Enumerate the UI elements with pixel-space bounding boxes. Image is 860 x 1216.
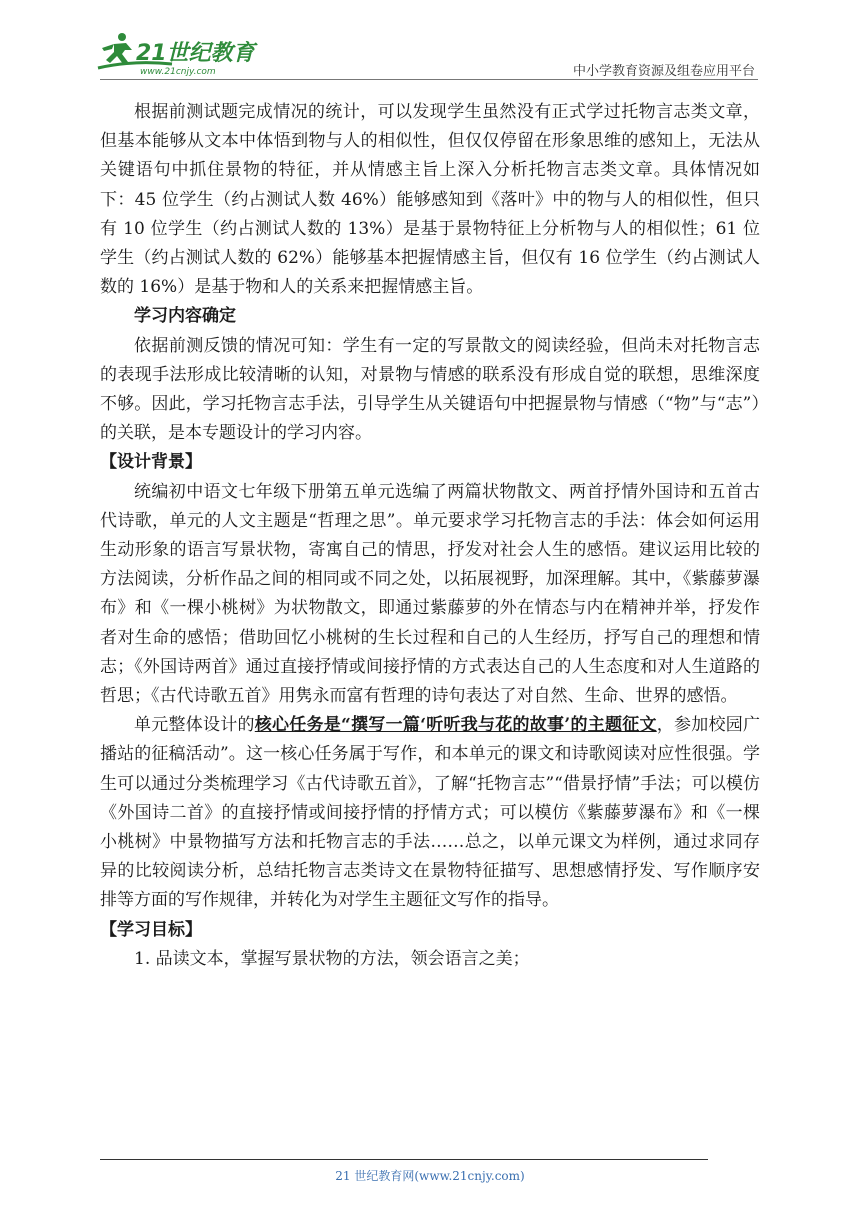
runner-logo-icon xyxy=(92,30,262,80)
paragraph-design-background: 统编初中语文七年级下册第五单元选编了两篇状物散文、两首抒情外国诗和五首古代诗歌，单元的人文主题是“哲理之思”。单元要求学习托物言志的手法：体会如何运用生动形象的语言写景状物，寄寓自己的情思，抒发对社会人生的感悟。建议运用比较的方法阅读，分析作品之间的相同或不同之处，以拓展视野，加深理解。其中，《紫藤萝瀑布》和《一棵小桃树》为状物散文，即通过紫藤萝的外在情态与内在精神并举，抒发作者对生命的感悟；借助回忆小桃树的生长过程和自己的人生经历，抒写自己的理想和情志；《外国诗两首》通过直接抒情或间接抒情的方式表达自己的人生态度和对人生道路的哲思；《古代诗歌五首》用隽永而富有哲理的诗句表达了对自然、生命、世界的感悟。 xyxy=(100,481,760,707)
paragraph-pretest-stats: 根据前测试题完成情况的统计，可以发现学生虽然没有正式学过托物言志类文章，但基本能够从文本中体悟到物与人的相似性，但仅仅停留在形象思维的感知上，无法从关键语句中抓住景物的特征，并从情感主旨上深入分析托物言志类文章。具体情况如下：45 位学生（约占测试人数 46%）能够感知到《落叶》中的物与人的相似性，但只有 10 位学生（约占测试人数的 13%）是基于景物特征上分析物与人的相似性；61 位学生（约占测试人数的 62%）能够基本把握情感主旨，但仅有 16 位学生（约占测试人数的 16%）是基于物和人的关系来把握情感主旨。 xyxy=(100,102,760,298)
footer-link[interactable]: 21 世纪教育网(www.21cnjy.com) xyxy=(335,1169,525,1183)
footer-divider xyxy=(100,1159,708,1160)
page-header xyxy=(0,0,860,90)
section-heading-design-background: 【设计背景】 xyxy=(100,452,202,473)
paragraph-learning-content: 依据前测反馈的情况可知：学生有一定的写景散文的阅读经验，但尚未对托物言志的表现手法形成比较清晰的认知，对景物与情感的联系没有形成自觉的联想，思维深度不够。因此，学习托物言志手法，引导学生从关键语句中把握景物与情感（“物”与“志”）的关联，是本专题设计的学习内容。 xyxy=(100,335,760,444)
core-task-prefix: 单元整体设计的 xyxy=(134,715,255,736)
site-logo[interactable] xyxy=(92,30,262,80)
logo-url: www.21cnjy.com xyxy=(140,67,216,77)
subheading-learning-content: 学习内容确定 xyxy=(134,306,236,327)
section-heading-learning-goals: 【学习目标】 xyxy=(100,919,202,940)
header-divider xyxy=(100,79,758,80)
core-task-rest: ，参加校园广播站的征稿活动”。这一核心任务属于写作，和本单元的课文和诗歌阅读对应性很强。学生可以通过分类梳理学习《古代诗歌五首》，了解“托物言志”“借景抒情”手法；可以模仿《外国诗二首》的直接抒情或间接抒情的抒情方式；可以模仿《紫藤萝瀑布》和《一棵小桃树》中景物描写方法和托物言志的手法……总之，以单元课文为样例，通过求同存异的比较阅读分析，总结托物言志类诗文在景物特征描写、思想感情抒发、写作顺序安排等方面的写作规律，并转化为对学生主题征文写作的指导。 xyxy=(100,715,761,911)
learning-goal-1: 1. 品读文本，掌握写景状物的方法，领会语言之美； xyxy=(134,948,530,969)
logo-text: 21世纪教育 xyxy=(136,41,255,66)
platform-label: 中小学教育资源及组卷应用平台 xyxy=(572,64,755,79)
core-task-underlined: 核心任务是“撰写一篇‘听听我与花的故事’的主题征文 xyxy=(254,715,657,736)
paragraph-core-task xyxy=(100,711,760,915)
document-body xyxy=(100,98,760,974)
